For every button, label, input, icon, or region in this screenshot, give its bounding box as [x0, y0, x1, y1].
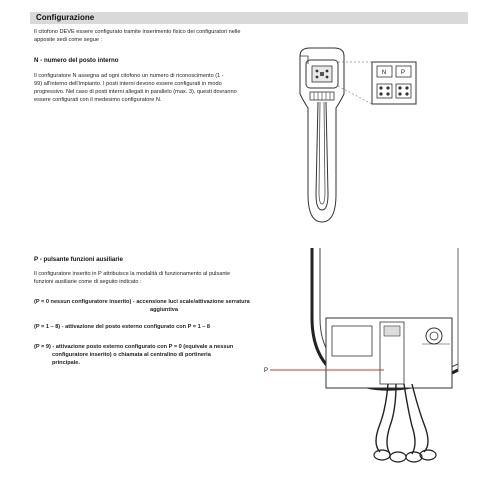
n-line-4: essere configurati con il medesimo configuratore N. [34, 97, 162, 103]
n-heading: N - numero del posto interno [34, 57, 119, 64]
p-option-0-line-2: aggiuntiva [150, 307, 178, 313]
connector-label-n: N [381, 70, 387, 76]
handset-bottom-illustration [262, 248, 462, 474]
p-option-2-line-2: configuratore inserito) o chiamata al centralino di portineria [52, 352, 211, 358]
connector-label-p: P [400, 70, 406, 76]
p-option-0-line-1: (P = 0 nessun configuratore inserito) - accensione luci scale/attivazione serratura [34, 299, 250, 305]
n-line-2: 99) all'interno dell'impianto. I posti interni devono essere configurati in modo [34, 81, 222, 87]
intro-line-1: Il citofono DEVE essere configurato tramite inserimento fisico dei configuratori nelle [34, 29, 241, 35]
handset-illustration [280, 44, 450, 230]
callout-label-p: P [264, 368, 269, 374]
p-option-1-line-1: (P = 1 – 8) - attivazione del posto esterno configurato con P = 1 – 8 [34, 324, 211, 330]
p-line-2: funzioni ausiliarie come di seguito indicato : [34, 279, 142, 285]
p-heading: P - pulsante funzioni ausiliarie [34, 256, 123, 263]
n-line-1: Il configuratore N assegna ad ogni citofono un numero di riconoscimento (1 - [34, 73, 224, 79]
intro-line-2: apposite sedi come segue : [34, 37, 103, 43]
p-line-1: Il configuratore inserito in P attribuisce la modalità di funzionamento al pulsante [34, 271, 231, 277]
section-title: Configurazione [36, 13, 95, 22]
p-option-2-line-1: (P = 9) - attivazione posto esterno configurato con P = 0 (equivale a nessun [34, 344, 234, 350]
p-option-2-line-3: principale. [52, 360, 80, 366]
n-line-3: progressivo. Nel caso di posti interni allegati in parallelo (max. 3), questi dovranno [34, 89, 237, 95]
section-header-bar [30, 12, 468, 24]
